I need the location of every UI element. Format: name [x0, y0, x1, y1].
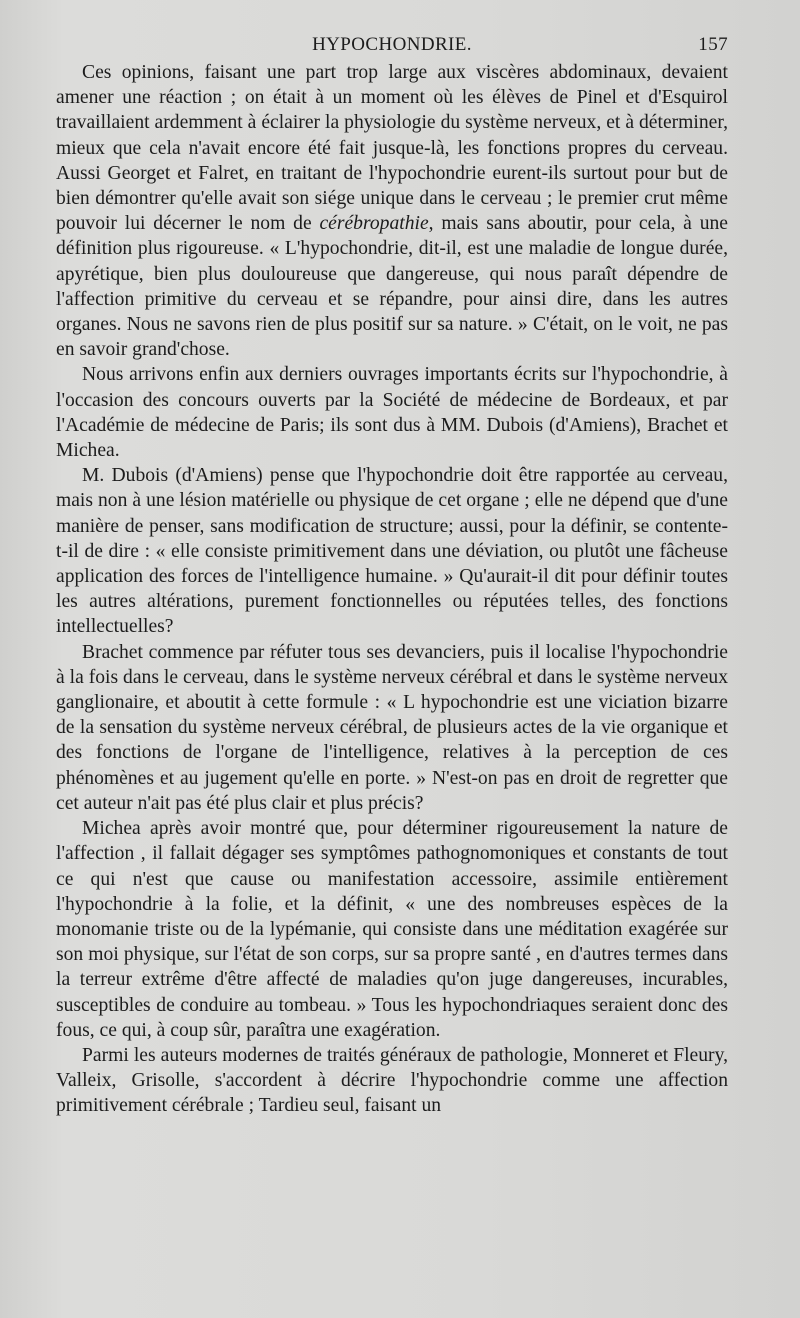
paragraph-1-text-b: , mais sans aboutir, pour cela, à une définition plus rigoureuse. « L'hypochondrie, dit-il, est une maladie de longue durée, apyrétique, bien plus douloureuse que dangereuse, qui nous paraît dépendre de l'affection primitive du cerveau et se répandre, pour ainsi dire, dans les autres organes. Nous ne savons rien de plus positif sur sa nature. » C'était, on le voit, ne pas en savoir grand'chose.: [56, 213, 728, 361]
paragraph-3: M. Dubois (d'Amiens) pense que l'hypochondrie doit être rapportée au cerveau, mais non à une lésion matérielle ou physique de cet organe ; elle ne dépend que d'une manière de penser, sans modification de structure; aussi, pour la définir, se contente-t-il de dire : « elle consiste primitivement dans une déviation, ou plutôt une fâcheuse application des forces de l'intelligence humaine. » Qu'aurait-il dit pour définir toutes les autres altérations, purement fonctionnelles ou réputées telles, des fonctions intellectuelles?: [56, 465, 728, 638]
body-text: [56, 60, 728, 1119]
running-title: HYPOCHONDRIE.: [312, 34, 472, 55]
paragraph-2: Nous arrivons enfin aux derniers ouvrages importants écrits sur l'hypochondrie, à l'occasion des concours ouverts par la Société de médecine de Bordeaux, et par l'Académie de médecine de Paris; ils sont dus à MM. Dubois (d'Amiens), Brachet et Michea.: [56, 364, 728, 462]
paragraph-1-italic-term: cérébropathie: [319, 213, 429, 235]
paragraph-4: Brachet commence par réfuter tous ses devanciers, puis il localise l'hypochondrie à la fois dans le cerveau, dans le système nerveux cérébral et dans le système nerveux ganglionaire, et aboutit à cette formule : « L hypochondrie est une viciation bizarre de la sensation du système nerveux cérébral, de plusieurs actes de la vie organique et des fonctions de l'organe de l'intelligence, relatives à la perception de ces phénomènes et au jugement qu'elle en porte. » N'est-on pas en droit de regretter que cet auteur n'ait pas été plus clair et plus précis?: [56, 641, 728, 814]
running-header: [56, 34, 728, 58]
paragraph-1-text-a: Ces opinions, faisant une part trop large aux viscères abdominaux, devaient amener une réaction ; on était à un moment où les élèves de Pinel et d'Esquirol travaillaient ardemment à éclairer la physiologie du système nerveux, et à déterminer, mieux que cela n'avait encore été fait jusque-là, les fonctions propres du cerveau. Aussi Georget et Falret, en traitant de l'hypochondrie eurent-ils surtout pour but de bien démontrer qu'elle avait son siége unique dans le cerveau ; le premier crut même pouvoir lui décerner le nom de: [56, 62, 728, 235]
paragraph-1: [56, 60, 728, 362]
paragraph-5: Michea après avoir montré que, pour déterminer rigoureusement la nature de l'affection , il fallait dégager ses symptômes pathognomoniques et constants de tout ce qui n'est que cause ou manifestation accessoire, assimile entièrement l'hypochondrie à la folie, et la définit, « une des nombreuses espèces de la monomanie triste ou de la lypémanie, qui consiste dans une méditation exagérée sur son moi physique, sur l'état de son corps, sur sa propre santé , en d'autres termes dans la terreur extrême d'être affecté de maladies qu'on juge dangereuses, incurables, susceptibles de conduire au tombeau. » Tous les hypochondriaques seraient donc des fous, ce qui, à coup sûr, paraîtra une exagération.: [56, 818, 728, 1041]
page-number: 157: [698, 34, 728, 55]
paragraph-6: Parmi les auteurs modernes de traités généraux de pathologie, Monneret et Fleury, Valleix, Grisolle, s'accordent à décrire l'hypochondrie comme une affection primitivement cérébrale ; Tardieu seul, faisant un: [56, 1044, 728, 1117]
